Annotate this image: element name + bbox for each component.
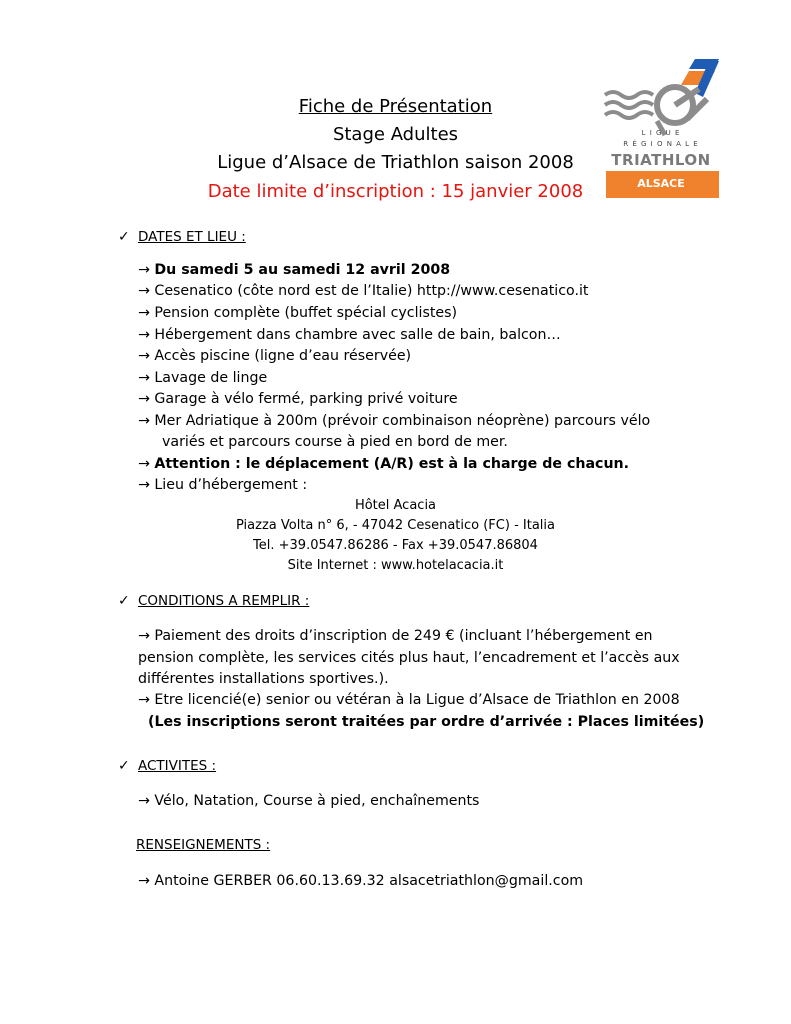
list-item: → Cesenatico (côte nord est de l’Italie) http://www.cesenatico.it — [138, 283, 589, 299]
hotel-website: Site Internet : www.hotelacacia.it — [287, 558, 504, 573]
arrow-icon: → — [138, 305, 150, 321]
condition-paragraph-line: différentes installations sportives.). — [138, 671, 389, 687]
document-subtitle: Stage Adultes — [332, 124, 459, 145]
logo-line4: ALSACE — [637, 177, 685, 190]
contact-line: → Antoine GERBER 06.60.13.69.32 alsacetriathlon@gmail.com — [138, 873, 584, 889]
arrow-icon: → — [138, 477, 150, 493]
league-season: Ligue d’Alsace de Triathlon saison 2008 — [217, 152, 574, 173]
arrow-icon: → — [138, 283, 150, 299]
arrow-icon: → — [138, 413, 150, 429]
arrow-icon: → — [138, 391, 150, 407]
arrow-icon: → — [138, 262, 150, 278]
hotel-address: Piazza Volta n° 6, - 47042 Cesenatico (FC) - Italia — [236, 518, 555, 533]
document-title: Fiche de Présentation — [298, 96, 493, 117]
activities-item: → Vélo, Natation, Course à pied, enchaînements — [138, 793, 480, 809]
hotel-phone: Tel. +39.0547.86286 - Fax +39.0547.86804 — [253, 538, 538, 553]
league-logo — [603, 59, 719, 199]
list-item: → Lieu d’hébergement : — [138, 477, 308, 493]
logo-line1: L I G U E — [641, 129, 681, 137]
list-item: → Hébergement dans chambre avec salle de bain, balcon… — [138, 327, 561, 343]
list-item: → Accès piscine (ligne d’eau réservée) — [138, 348, 412, 364]
condition-paragraph: → Paiement des droits d’inscription de 249 € (incluant l’hébergement en — [138, 628, 653, 644]
check-icon: ✓ — [118, 593, 130, 609]
condition-note: (Les inscriptions seront traitées par ordre d’arrivée : Places limitées) — [148, 714, 705, 730]
list-item: → Mer Adriatique à 200m (prévoir combinaison néoprène) parcours vélo — [138, 413, 651, 429]
arrow-icon: → — [138, 628, 150, 644]
list-item: → Lavage de linge — [138, 370, 268, 386]
arrow-icon: → — [138, 692, 150, 708]
list-item: → Du samedi 5 au samedi 12 avril 2008 — [138, 262, 451, 278]
section-heading-dates: DATES ET LIEU : — [138, 229, 246, 245]
check-icon: ✓ — [118, 229, 130, 245]
section-heading-conditions: CONDITIONS A REMPLIR : — [138, 593, 310, 609]
arrow-icon: → — [138, 348, 150, 364]
logo-line2: R É G I O N A L E — [623, 140, 699, 148]
check-icon: ✓ — [118, 758, 130, 774]
registration-deadline: Date limite d’inscription : 15 janvier 2008 — [207, 181, 584, 202]
list-item-continuation: variés et parcours course à pied en bord de mer. — [162, 434, 508, 450]
hotel-name: Hôtel Acacia — [354, 498, 437, 513]
section-heading-renseignements: RENSEIGNEMENTS : — [136, 837, 271, 853]
logo-line3: TRIATHLON — [611, 151, 711, 169]
list-item: → Attention : le déplacement (A/R) est à la charge de chacun. — [138, 456, 630, 472]
arrow-icon: → — [138, 873, 150, 889]
condition-paragraph: → Etre licencié(e) senior ou vétéran à la Ligue d’Alsace de Triathlon en 2008 — [138, 692, 680, 708]
section-heading-activites: ACTIVITES : — [138, 758, 217, 774]
arrow-icon: → — [138, 327, 150, 343]
list-item: → Garage à vélo fermé, parking privé voiture — [138, 391, 458, 407]
arrow-icon: → — [138, 793, 150, 809]
arrow-icon: → — [138, 456, 150, 472]
arrow-icon: → — [138, 370, 150, 386]
condition-paragraph-line: pension complète, les services cités plus haut, l’encadrement et l’accès aux — [138, 650, 680, 666]
list-item: → Pension complète (buffet spécial cyclistes) — [138, 305, 458, 321]
